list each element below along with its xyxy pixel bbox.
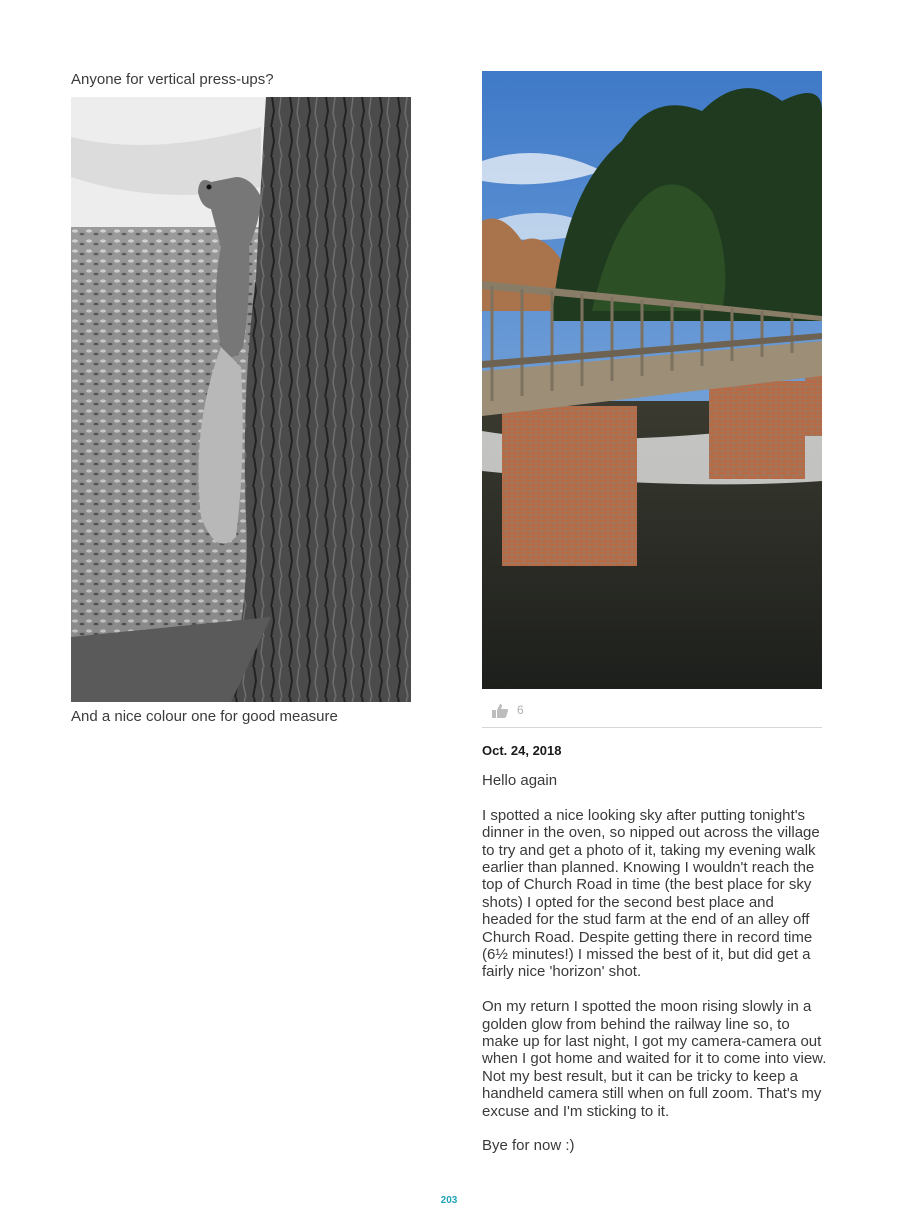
- post-body: [482, 772, 827, 1172]
- likes-count: 6: [517, 703, 524, 717]
- post-date: Oct. 24, 2018: [482, 743, 562, 758]
- page-number: 203: [440, 1195, 458, 1206]
- bridge-photo: [482, 71, 822, 689]
- squirrel-photo: [71, 97, 411, 702]
- post-paragraph: On my return I spotted the moon rising slowly in a golden glow from behind the railway line so, to make up for last night, I got my camera-camera out when I got home and waited for it to come into view. Not my best result, but it can be tricky to keep a handheld camera still when on full zoom. That's my excuse and I'm sticking to it.: [482, 998, 827, 1120]
- thumbs-up-icon[interactable]: [491, 703, 509, 719]
- post-paragraph: Hello again: [482, 772, 558, 789]
- post-paragraph: Bye for now :): [482, 1137, 575, 1155]
- likes-bar: [482, 700, 822, 728]
- post-paragraph: I spotted a nice looking sky after putting tonight's dinner in the oven, so nipped out across the village to try and get a photo of it, taking my evening walk earlier than planned. Knowing I wouldn't reach the top of Church Road in time (the best place for sky shots) I opted for the second best place and headed for the stud farm at the end of an alley off Church Road. Despite getting there in record time (6½ minutes!) I missed the best of it, but did get a fairly nice 'horizon' shot.: [482, 806, 820, 981]
- photo-caption-top: Anyone for vertical press-ups?: [71, 71, 274, 88]
- photo-caption-bottom: And a nice colour one for good measure: [71, 708, 338, 725]
